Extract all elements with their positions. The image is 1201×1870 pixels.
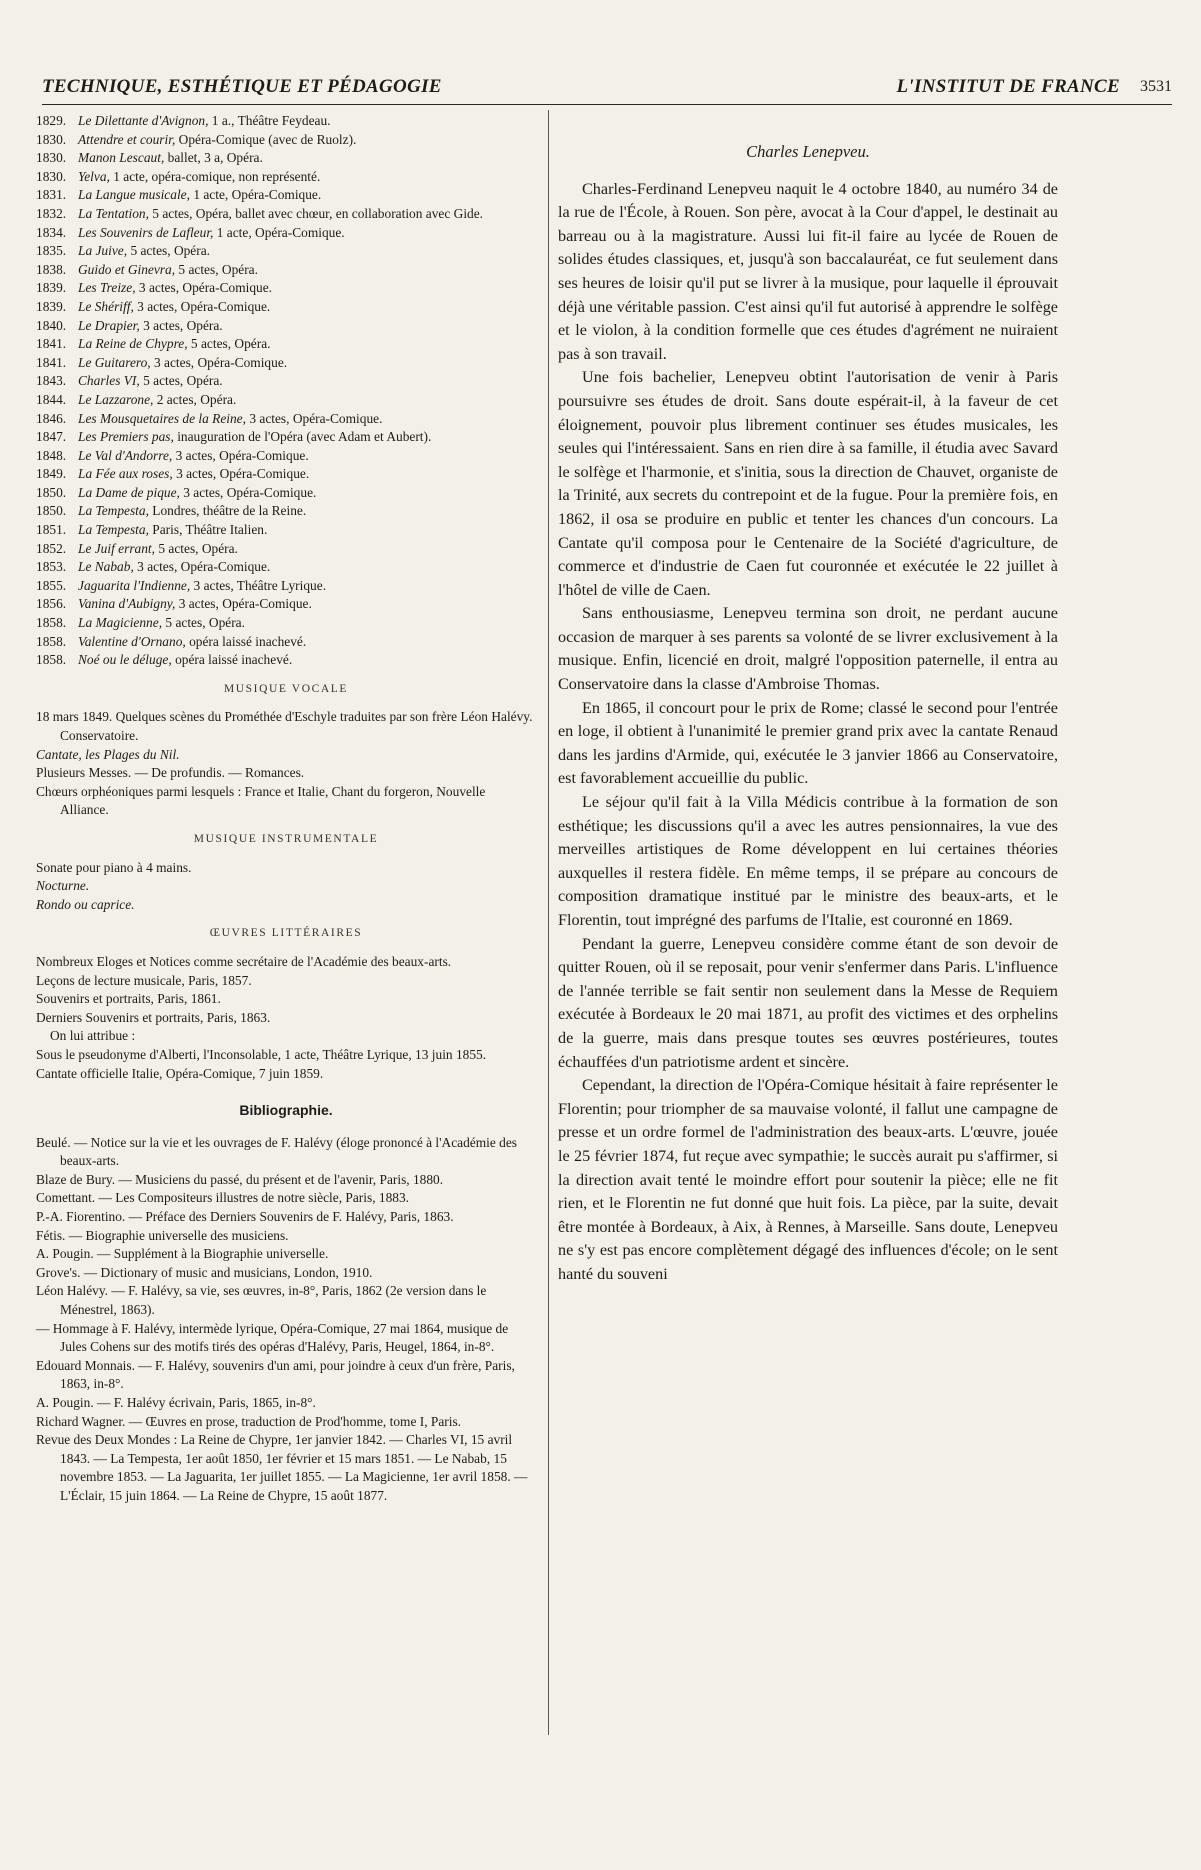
work-title: La Dame de pique, — [78, 484, 180, 500]
work-year: 1858. — [36, 652, 67, 668]
running-header — [42, 76, 1172, 105]
article-paragraph: Cependant, la direction de l'Opéra-Comique hésitait à faire représenter le Florentin; pour triompher de sa mauvaise volonté, il fallut une campagne de presse et un ordre formel de l'administration des beaux-arts. L'œuvre, jouée le 25 février 1874, fut reçue avec sympathie; le succès aurait pu s'affirmer, si la direction avait tenté le moindre effort pour soutenir la pièce; elle ne fit rien, et le Florentin ne fut donné que huit fois. La pièce, par la suite, devait être montée à Bordeaux, à Aix, à Rennes, à Marseille. Sans doute, Lenepveu ne s'y est pas encore complètement dégagé des influences d'école; on le sent hanté du souveni — [558, 1076, 1058, 1283]
work-entry — [36, 261, 536, 280]
work-entry — [36, 205, 536, 224]
work-description: 1 a., Théâtre Feydeau. — [208, 113, 331, 128]
work-title: Les Premiers pas, — [78, 429, 174, 445]
work-description: 5 actes, Opéra. — [139, 373, 223, 389]
work-year: 1843. — [36, 373, 67, 389]
work-year: 1846. — [36, 410, 67, 426]
work-year: 1853. — [36, 559, 67, 575]
instrumental-line: Rondo ou caprice. — [36, 896, 135, 912]
work-description: 3 actes, Opéra-Comique. — [133, 559, 271, 575]
work-title: La Reine de Chypre, — [78, 336, 188, 352]
work-title: La Tempesta, — [78, 503, 149, 519]
work-entry — [36, 633, 536, 652]
work-description: 3 actes, Opéra-Comique. — [133, 298, 271, 314]
work-entry — [36, 651, 536, 670]
work-title: Les Treize, — [78, 280, 136, 296]
work-description: 5 actes, Opéra. — [187, 336, 271, 352]
literary-line: Derniers Souvenirs et portraits, Paris, 1863. — [36, 1009, 271, 1025]
work-year: 1858. — [36, 633, 67, 649]
work-description: 3 actes, Théâtre Lyrique. — [190, 577, 327, 593]
work-entry — [36, 186, 536, 205]
work-title: Les Souvenirs de Lafleur, — [78, 224, 214, 240]
work-description: 3 actes, Opéra-Comique. — [179, 484, 317, 500]
works-list — [36, 112, 536, 670]
bibliography-entry: Léon Halévy. — F. Halévy, sa vie, ses œuvres, in-8°, Paris, 1862 (2e version dans le Ménestrel, 1863). — [36, 1283, 487, 1318]
work-title: La Langue musicale, — [78, 187, 190, 203]
work-description: 3 actes, Opéra. — [139, 317, 223, 333]
bibliography-entry: Beulé. — Notice sur la vie et les ouvrages de F. Halévy (éloge prononcé à l'Académie des beaux-arts. — [36, 1134, 518, 1169]
work-year: 1835. — [36, 243, 67, 259]
work-title: Noé ou le déluge, — [78, 652, 172, 668]
work-year: 1838. — [36, 261, 67, 277]
work-description: 3 actes, Opéra-Comique. — [172, 447, 309, 463]
bibliography-entry: A. Pougin. — F. Halévy écrivain, Paris, 1865, in-8°. — [36, 1395, 316, 1410]
literary-line: Leçons de lecture musicale, Paris, 1857. — [36, 972, 252, 988]
work-title: Le Shériff, — [78, 298, 134, 314]
article-paragraph: Pendant la guerre, Lenepveu considère comme étant de son devoir de quitter Rouen, où il se reposait, pour venir s'enfermer dans Paris. L'influence de l'année terrible se fait sentir non seulement dans la Messe de Requiem exécutée à Bordeaux le 20 mai 1871, au profit des victimes et des orphelins de la guerre, mais dans presque toutes ses œuvres postérieures, toutes échauffées d'un patriotisme ardent et sincère. — [558, 934, 1058, 1071]
column-divider — [548, 110, 549, 1735]
work-entry — [36, 391, 536, 410]
work-year: 1841. — [36, 354, 67, 370]
header-left-title: TECHNIQUE, ESTHÉTIQUE ET PÉDAGOGIE — [42, 76, 442, 97]
vocal-line: Chœurs orphéoniques parmi lesquels : France et Italie, Chant du forgeron, Nouvelle Alliance. — [36, 783, 486, 818]
work-description: 3 actes, Opéra-Comique. — [245, 410, 383, 426]
work-description: Paris, Théâtre Italien. — [148, 522, 268, 538]
work-entry — [36, 242, 536, 261]
work-year: 1832. — [36, 205, 67, 221]
work-description: 2 actes, Opéra. — [153, 391, 237, 407]
article-paragraph: Sans enthousiasme, Lenepveu termina son droit, ne perdant aucune occasion de marquer à ses parents sa volonté de se livrer exclusivement à la musique. Enfin, licencié en droit, malgré l'opposition paternelle, il entra au Conservatoire dans la classe d'Ambroise Thomas. — [558, 604, 1058, 694]
work-year: 1834. — [36, 224, 67, 240]
work-title: Les Mousquetaires de la Reine, — [78, 410, 246, 426]
bibliography-list — [36, 1134, 536, 1506]
work-title: Yelva, — [78, 168, 110, 184]
work-description: 1 acte, opéra-comique, non représenté. — [109, 168, 321, 184]
work-title: La Juive, — [78, 243, 128, 259]
vocal-line: 18 mars 1849. Quelques scènes du Prométhée d'Eschyle traduites par son frère Léon Halévy. Conservatoire. — [36, 709, 533, 743]
work-title: Valentine d'Ornano, — [78, 633, 186, 649]
work-year: 1855. — [36, 577, 67, 593]
work-title: La Tentation, — [78, 205, 149, 221]
work-year: 1849. — [36, 466, 67, 482]
bibliography-entry: Grove's. — Dictionary of music and musicians, London, 1910. — [36, 1264, 373, 1280]
work-title: Guido et Ginevra, — [78, 261, 176, 277]
work-description: opéra laissé inachevé. — [171, 652, 293, 668]
work-entry — [36, 502, 536, 521]
work-description: 5 actes, Opéra, ballet avec chœur, en collaboration avec Gide. — [148, 205, 484, 221]
section-heading-literary: ŒUVRES LITTÉRAIRES — [209, 927, 363, 940]
article-paragraph: Charles-Ferdinand Lenepveu naquit le 4 octobre 1840, au numéro 34 de la rue de l'École, à Rouen. Son père, avocat à la Cour d'appel, le destinait au barreau ou à la magistrature. Aussi lui fit-il faire au lycée de Rouen de solides études classiques, et, jusqu'à son baccalauréat, ce fut seulement dans ses heures de loisir qu'il put se livrer à la musique, pour laquelle il éprouvait déjà une véritable passion. C'est ainsi qu'il fut autorisé à apprendre le solfège et le violon, à la condition formelle que ces études d'agrément ne nuiraient pas à son travail. — [558, 179, 1058, 363]
right-column — [558, 140, 1058, 1287]
work-year: 1850. — [36, 503, 67, 519]
work-entry — [36, 447, 536, 466]
article-paragraph: Le séjour qu'il fait à la Villa Médicis contribue à la formation de son esthétique; les discussions qu'il a avec les autres pensionnaires, la vue des merveilles artistiques de Rome développent en lui certaines théories auxquelles il restera fidèle. En même temps, il se prépare au concours de composition dramatique institué par le ministre des beaux-arts, et le Florentin, tout imprégné des parfums de l'Italie, est couronné en 1869. — [558, 793, 1058, 929]
literary-line: On lui attribue : — [50, 1028, 136, 1044]
article-title: Charles Lenepveu. — [746, 142, 870, 161]
work-title: Le Juif errant, — [78, 540, 155, 556]
vocal-line: Cantate, les Plages du Nil. — [36, 746, 180, 762]
work-entry — [36, 521, 536, 540]
section-heading-instrumental: MUSIQUE INSTRUMENTALE — [193, 832, 379, 845]
work-description: 5 actes, Opéra. — [127, 243, 211, 259]
bibliography-entry: Edouard Monnais. — F. Halévy, souvenirs d'un ami, pour joindre à ceux d'un frère, Paris, 1863, in-8°. — [36, 1357, 515, 1392]
work-description: 5 actes, Opéra. — [175, 261, 258, 277]
work-entry — [36, 298, 536, 317]
vocal-line: Plusieurs Messes. — De profundis. — Romances. — [36, 765, 305, 781]
article-paragraph: En 1865, il concourt pour le prix de Rome; classé le second pour l'entrée en loge, il obtient à l'unanimité le premier grand prix avec la cantate Renaud dans les jardins d'Armide, qui, exécutée le 3 janvier 1866 au Conservatoire, est favorablement accueillie du public. — [558, 698, 1058, 788]
bibliography-entry: — Hommage à F. Halévy, intermède lyrique, Opéra-Comique, 27 mai 1864, musique de Jules Cohens sur des motifs tirés des opéras d'Halévy, Paris, Heugel, 1864, in-8°. — [36, 1320, 509, 1355]
work-entry — [36, 112, 536, 131]
work-year: 1848. — [36, 447, 67, 463]
work-description: 5 actes, Opéra. — [155, 540, 238, 556]
work-description: 3 actes, Opéra-Comique. — [175, 596, 312, 612]
work-description: inauguration de l'Opéra (avec Adam et Aubert). — [173, 429, 432, 445]
work-year: 1830. — [36, 168, 67, 184]
work-description: 5 actes, Opéra. — [162, 615, 245, 631]
work-description: Opéra-Comique (avec de Ruolz). — [175, 131, 357, 147]
work-description: ballet, 3 a, Opéra. — [164, 150, 263, 166]
literary-line: Cantate officielle Italie, Opéra-Comique, 7 juin 1859. — [36, 1065, 324, 1081]
work-description: 3 actes, Opéra-Comique. — [172, 466, 310, 482]
instrumental-line: Nocturne. — [36, 878, 90, 894]
work-title: Le Nabab, — [78, 559, 134, 575]
section-heading-vocal: MUSIQUE VOCALE — [223, 682, 349, 695]
bibliography-entry: Blaze de Bury. — Musiciens du passé, du présent et de l'avenir, Paris, 1880. — [36, 1171, 444, 1187]
work-year: 1856. — [36, 596, 67, 612]
work-entry — [36, 279, 536, 298]
work-year: 1847. — [36, 429, 67, 445]
page-number: 3531 — [1140, 78, 1172, 95]
work-title: Attendre et courir, — [78, 131, 176, 147]
work-entry — [36, 595, 536, 614]
work-description: Londres, théâtre de la Reine. — [148, 503, 307, 519]
bibliography-entry: Fétis. — Biographie universelle des musiciens. — [36, 1227, 289, 1243]
header-right-title: L'INSTITUT DE FRANCE — [896, 76, 1120, 97]
bibliography-entry: A. Pougin. — Supplément à la Biographie universelle. — [36, 1246, 329, 1262]
work-year: 1830. — [36, 150, 67, 166]
work-entry — [36, 465, 536, 484]
literary-line: Nombreux Eloges et Notices comme secrétaire de l'Académie des beaux-arts. — [36, 953, 452, 969]
work-year: 1851. — [36, 522, 67, 538]
work-title: La Tempesta, — [78, 522, 149, 538]
work-description: 1 acte, Opéra-Comique. — [189, 187, 322, 203]
work-title: Le Lazzarone, — [78, 391, 154, 407]
left-column — [36, 112, 536, 1506]
work-entry — [36, 168, 536, 187]
bibliography-entry: Comettant. — Les Compositeurs illustres de notre siècle, Paris, 1883. — [36, 1190, 410, 1206]
literary-line: Souvenirs et portraits, Paris, 1861. — [36, 991, 221, 1007]
work-year: 1844. — [36, 391, 67, 407]
work-description: 3 actes, Opéra-Comique. — [135, 280, 273, 296]
work-title: Le Drapier, — [78, 317, 140, 333]
bibliography-entry: Richard Wagner. — Œuvres en prose, traduction de Prod'homme, tome I, Paris. — [36, 1413, 462, 1429]
work-year: 1830. — [36, 131, 67, 147]
work-year: 1839. — [36, 298, 67, 314]
literary-line: Sous le pseudonyme d'Alberti, l'Inconsolable, 1 acte, Théâtre Lyrique, 13 juin 1855. — [36, 1046, 487, 1062]
work-title: Le Val d'Andorre, — [78, 447, 173, 463]
work-entry — [36, 614, 536, 633]
work-year: 1841. — [36, 336, 67, 352]
work-year: 1839. — [36, 280, 67, 296]
bibliography-entry: Revue des Deux Mondes : La Reine de Chypre, 1er janvier 1842. — Charles VI, 15 avril 1843. — La Tempesta, 1er août 1850, 1er février et 15 mars 1851. — Le Nabab, 15 novembre 1853. — La Jaguarita, 1er juillet 1855. — La Magicienne, 1er avril 1858. — L'Éclair, 15 juin 1864. — La Reine de Chypre, 15 août 1877. — [36, 1432, 528, 1503]
work-year: 1850. — [36, 484, 67, 500]
work-title: Jaguarita l'Indienne, — [78, 577, 191, 593]
work-year: 1829. — [36, 113, 67, 128]
bibliography-heading: Bibliographie. — [239, 1102, 333, 1119]
work-entry — [36, 484, 536, 503]
work-entry — [36, 540, 536, 559]
work-entry — [36, 131, 536, 150]
work-entry — [36, 428, 536, 447]
work-description: 3 actes, Opéra-Comique. — [150, 354, 288, 370]
work-title: Vanina d'Aubigny, — [78, 596, 176, 612]
bibliography-entry: P.-A. Fiorentino. — Préface des Derniers Souvenirs de F. Halévy, Paris, 1863. — [36, 1209, 454, 1225]
work-title: La Magicienne, — [78, 615, 163, 631]
work-title: Manon Lescaut, — [78, 150, 165, 166]
work-entry — [36, 558, 536, 577]
work-entry — [36, 410, 536, 429]
work-description: 1 acte, Opéra-Comique. — [213, 224, 345, 240]
work-title: Le Guitarero, — [78, 354, 151, 370]
instrumental-line: Sonate pour piano à 4 mains. — [36, 859, 192, 875]
work-description: opéra laissé inachevé. — [185, 633, 307, 649]
work-entry — [36, 335, 536, 354]
work-entry — [36, 317, 536, 336]
work-entry — [36, 354, 536, 373]
work-year: 1858. — [36, 615, 67, 631]
work-entry — [36, 149, 536, 168]
article-paragraph: Une fois bachelier, Lenepveu obtint l'autorisation de venir à Paris poursuivre ses études de droit. Sans doute espérait-il, à la faveur de cet éloignement, pouvoir plus librement continuer ses études musicales, les seules qui l'intéressaient. Sans en rien dire à sa famille, il étudia avec Savard le solfège et l'harmonie, et s'initia, sous la direction de Chauvet, organiste de la Trinité, aux secrets du contrepoint et de la fugue. Pour la première fois, en 1862, il osa se produire en public et tenter les chances d'un concours. La Cantate qu'il composa pour le Centenaire de la Société d'agriculture, de commerce et d'industrie de Caen fut couronnée et exécutée le 22 juillet à l'hôtel de ville de Caen. — [558, 368, 1058, 599]
work-title: Le Dilettante d'Avignon, — [78, 113, 209, 128]
work-entry — [36, 577, 536, 596]
work-title: Charles VI, — [78, 373, 140, 389]
work-year: 1840. — [36, 317, 67, 333]
work-year: 1831. — [36, 187, 67, 203]
work-year: 1852. — [36, 540, 67, 556]
work-entry — [36, 372, 536, 391]
work-title: La Fée aux roses, — [78, 466, 173, 482]
work-entry — [36, 224, 536, 243]
